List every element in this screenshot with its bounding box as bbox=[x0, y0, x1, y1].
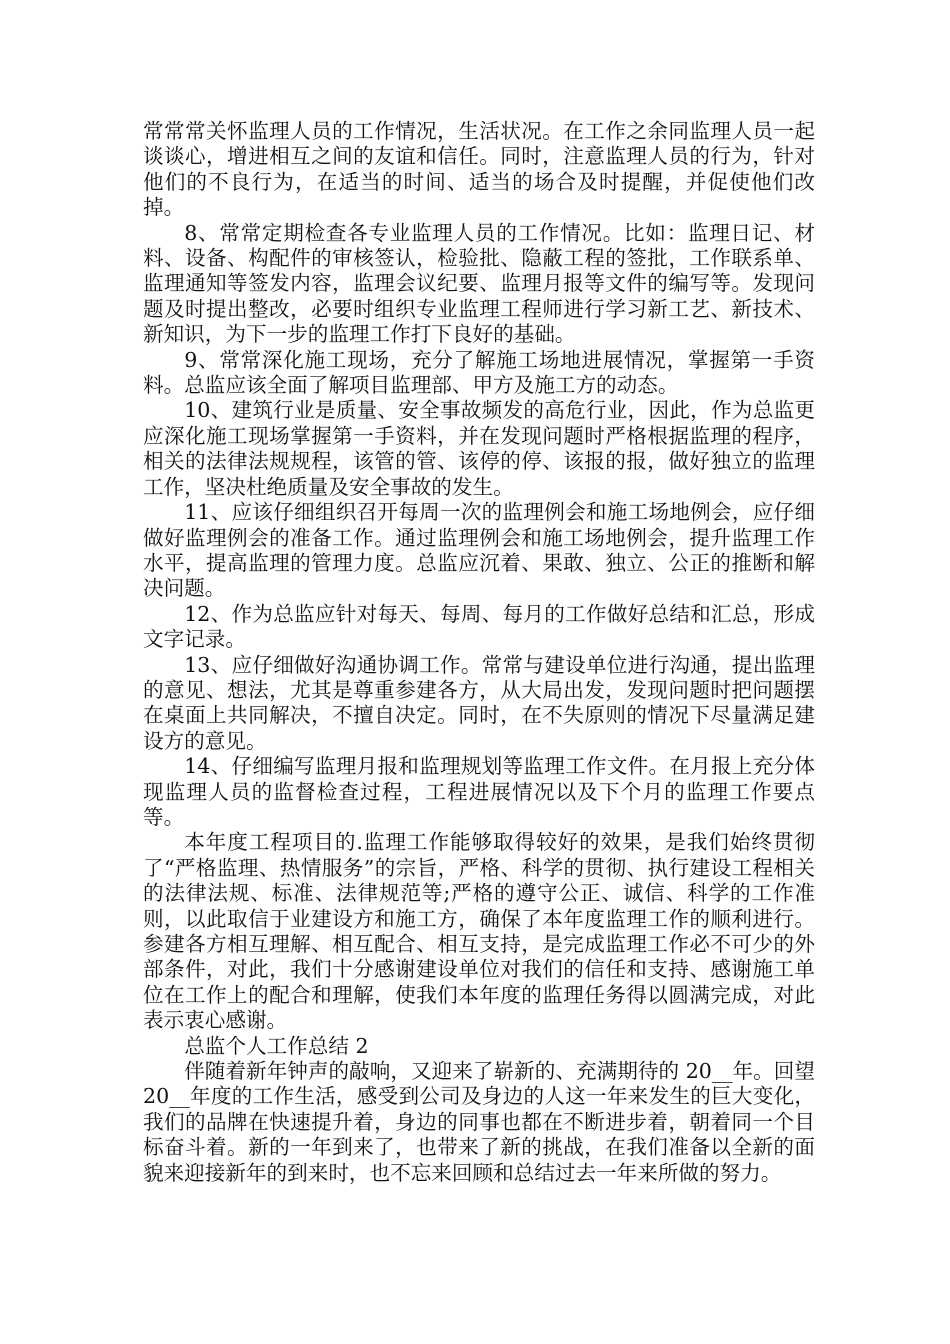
paragraph-item-10: 10、建筑行业是质量、安全事故频发的高危行业，因此，作为总监更应深化施工现场掌握第一手资料，并在发现问题时严格根据监理的程序，相关的法律法规规程，该管的管、该停的停、该报的报，做好独立的监理工作，坚决杜绝质量及安全事故的发生。 bbox=[143, 398, 815, 499]
paragraph-continuation: 常常常关怀监理人员的工作情况，生活状况。在工作之余同监理人员一起谈谈心，增进相互之间的友谊和信任。同时，注意监理人员的行为，针对他们的不良行为，在适当的时间、适当的场合及时提醒，并促使他们改掉。 bbox=[143, 119, 815, 220]
paragraph-item-14: 14、仔细编写监理月报和监理规划等监理工作文件。在月报上充分体现监理人员的监督检查过程，工程进展情况以及下个月的监理工作要点等。 bbox=[143, 754, 815, 829]
paragraph-item-13: 13、应仔细做好沟通协调工作。常常与建设单位进行沟通，提出监理的意见、想法，尤其是尊重参建各方，从大局出发，发现问题时把问题摆在桌面上共同解决，不擅自决定。同时，在不失原则的情况下尽量满足建设方的意见。 bbox=[143, 652, 815, 753]
paragraph-new-year: 伴随着新年钟声的敲响，又迎来了崭新的、充满期待的 20__年。回望 20__年度的工作生活，感受到公司及身边的人这一年来发生的巨大变化，我们的品牌在快速提升着，身边的同事也都在不断进步着，朝着同一个目标奋斗着。新的一年到来了，也带来了新的挑战，在我们准备以全新的面貌来迎接新年的到来时，也不忘来回顾和总结过去一年来所做的努力。 bbox=[143, 1059, 822, 1185]
paragraph-summary: 本年度工程项目的.监理工作能够取得较好的效果，是我们始终贯彻了“严格监理、热情服务”的宗旨，严格、科学的贯彻、执行建设工程相关的法律法规、标准、法律规范等;严格的遵守公正、诚信、科学的工作准则，以此取信于业建设方和施工方，确保了本年度监理工作的顺利进行。参建各方相互理解、相互配合、相互支持，是完成监理工作必不可少的外部条件，对此，我们十分感谢建设单位对我们的信任和支持、感谢施工单位在工作上的配合和理解，使我们本年度的监理任务得以圆满完成，对此表示衷心感谢。 bbox=[143, 830, 815, 1033]
document-page bbox=[143, 119, 822, 1186]
paragraph-item-9: 9、常常深化施工现场，充分了解施工场地进展情况，掌握第一手资料。总监应该全面了解项目监理部、甲方及施工方的动态。 bbox=[143, 347, 815, 398]
section-heading: 总监个人工作总结 2 bbox=[184, 1033, 369, 1058]
paragraph-item-8: 8、常常定期检查各专业监理人员的工作情况。比如：监理日记、材料、设备、构配件的审核签认，检验批、隐蔽工程的签批，工作联系单、监理通知等签发内容，监理会议纪要、监理月报等文件的编写等。发现问题及时提出整改，必要时组织专业监理工程师进行学习新工艺、新技术、新知识，为下一步的监理工作打下良好的基础。 bbox=[143, 220, 815, 347]
paragraph-item-11: 11、应该仔细组织召开每周一次的监理例会和施工场地例会，应仔细做好监理例会的准备工作。通过监理例会和施工场地例会，提升监理工作水平，提高监理的管理力度。总监应沉着、果敢、独立、公正的推断和解决问题。 bbox=[143, 500, 815, 601]
paragraph-item-12: 12、作为总监应针对每天、每周、每月的工作做好总结和汇总，形成文字记录。 bbox=[143, 601, 815, 652]
